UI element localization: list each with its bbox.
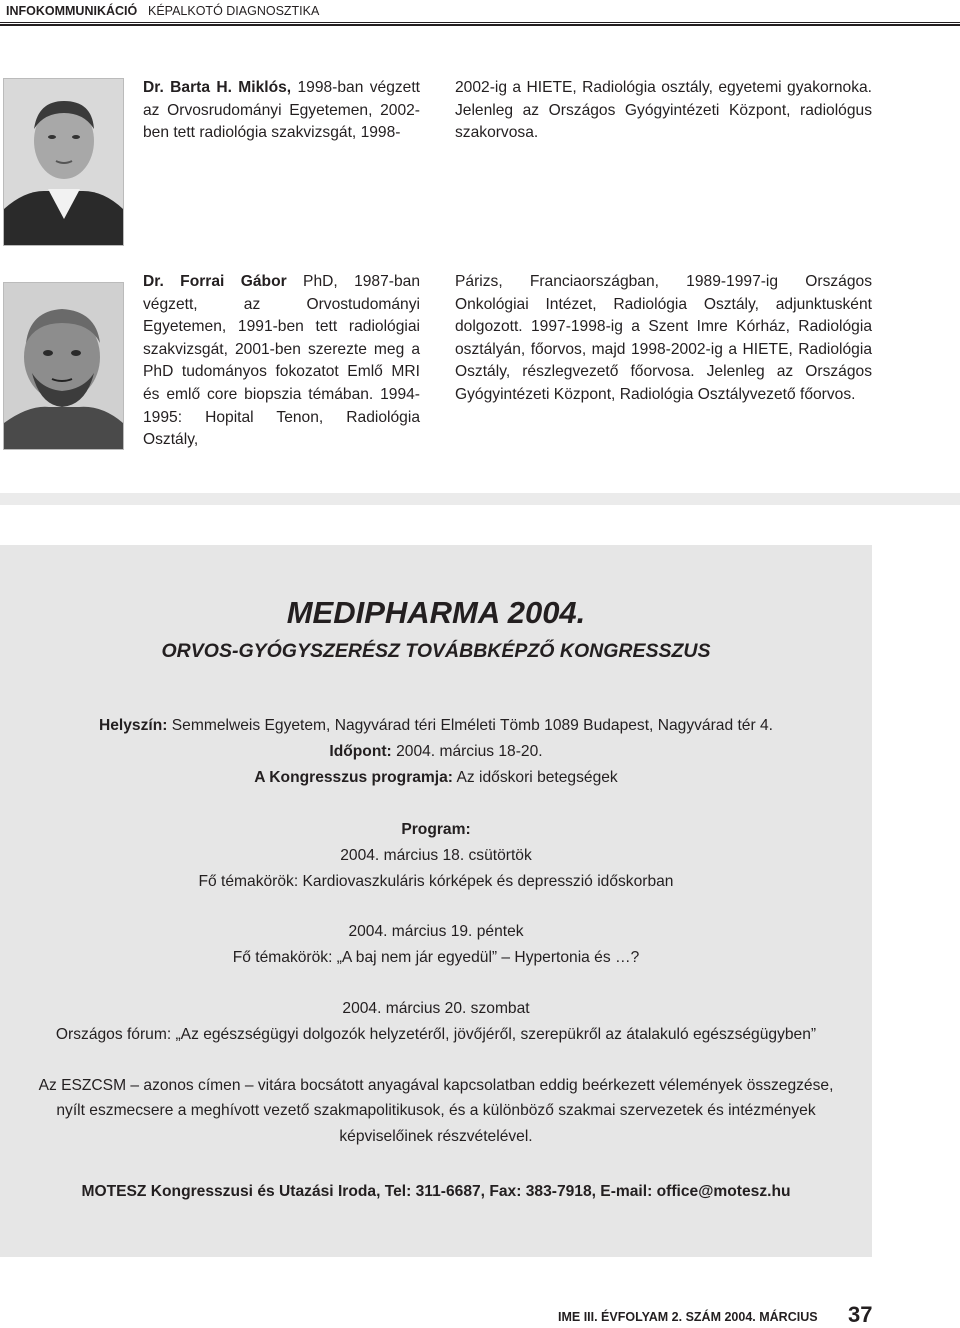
bio-barta-left — [143, 77, 420, 145]
event-date — [0, 743, 872, 761]
bio-barta-name: Dr. Barta H. Miklós, — [143, 79, 292, 96]
date-value: 2004. március 18-20. — [396, 743, 543, 760]
program-day-2-topic: Fő témakörök: „A baj nem jár egyedül” – Hypertonia és …? — [232, 949, 640, 966]
bio-forrai-left-text: PhD, 1987-ban végzett, az Orvostudományi Egyetemen, 1991-ben tett radiológiai szakvizsgát, 2001-ben szerezte meg a PhD tudományos fokozatot Emlő MRI és emlő core biopszia témában. 1994-1995: Hopital Tenon, Radiológia Osztály, — [143, 273, 420, 449]
subsection-label: KÉPALKOTÓ DIAGNOSZTIKA — [148, 4, 320, 18]
page-number: 37 — [848, 1302, 873, 1327]
program-day-1-date: 2004. március 18. csütörtök — [340, 847, 532, 864]
section-label: INFOKOMMUNIKÁCIÓ — [0, 0, 143, 22]
portrait-barta-image — [4, 79, 123, 245]
header-rule-thin — [0, 22, 960, 23]
portrait-photo-forrai — [3, 282, 124, 450]
program-day-1-topic: Fő témakörök: Kardiovaszkuláris kórképek és depresszió időskorban — [198, 873, 674, 890]
event-program-topic — [0, 769, 872, 787]
section-divider — [0, 493, 960, 505]
program-day-3-date: 2004. március 20. szombat — [342, 1000, 530, 1017]
note-line-2: nyílt eszmecsere a meghívott vezető szakmapolitikusok, és a különböző szakmai szervezetek és intézmények — [56, 1102, 816, 1119]
portrait-photo-barta — [3, 78, 124, 246]
bio-forrai-name: Dr. Forrai Gábor — [143, 273, 287, 290]
bio-forrai-right-text: Párizs, Franciaországban, 1989-1997-ig Országos Onkológiai Intézet, Radiológia Osztály, adjunktusként dolgozott. 1997-1998-ig a Szent Imre Kórház, Radiológia osztályán, főorvos, majd 1998-2002-ig a HIETE, Radiológia Osztály, részlegvezető főorvosa. Jelenleg az Országos Gyógyintézeti Központ, Radiológia Osztályvezető főorvos. — [455, 273, 872, 403]
header-rule — [0, 24, 960, 26]
portrait-forrai-image — [4, 283, 123, 449]
note-line-3: képviselőinek részvételével. — [339, 1128, 533, 1145]
note-line-1: Az ESZCSM – azonos címen – vitára bocsátott anyagával kapcsolatban eddig beérkezett vélemények összegzése, — [38, 1077, 834, 1094]
event-title: MEDIPHARMA 2004. — [286, 595, 586, 630]
bio-barta-left-text: 1998-ban végzett az Orvosrudományi Egyetemen, 2002-ben tett radiológia szakvizsgát, 1998- — [143, 79, 420, 142]
program-day-3-topic: Országos fórum: „Az egészségügyi dolgozók helyzetéről, jövőjéről, szerepükről az átalakuló egészségügyben” — [55, 1026, 817, 1043]
program-day-2-date: 2004. március 19. péntek — [348, 923, 524, 940]
issue-info: IME III. ÉVFOLYAM 2. SZÁM 2004. MÁRCIUS — [558, 1310, 818, 1324]
date-label: Időpont: — [329, 743, 392, 760]
bio-forrai-left — [143, 271, 420, 452]
bio-forrai-right — [455, 271, 872, 407]
bio-barta-right-text: 2002-ig a HIETE, Radiológia osztály, egyetemi gyakornoka. Jelenleg az Országos Gyógyintézeti Központ, radiológus szakorvosa. — [455, 79, 872, 142]
contact-line: MOTESZ Kongresszusi és Utazási Iroda, Tel: 311-6687, Fax: 383-7918, E-mail: office@motesz.hu — [81, 1183, 791, 1200]
venue-label: Helyszín: — [98, 717, 168, 734]
bio-barta-right — [455, 77, 872, 145]
venue-value: Semmelweis Egyetem, Nagyvárad téri Elméleti Tömb 1089 Budapest, Nagyvárad tér 4. — [171, 717, 774, 734]
event-subtitle: ORVOS-GYÓGYSZERÉSZ TOVÁBBKÉPZŐ KONGRESSZUS — [161, 640, 711, 662]
program-topic-value: Az időskori betegségek — [456, 769, 618, 786]
event-venue — [0, 717, 872, 735]
program-topic-label: A Kongresszus programja: — [254, 769, 453, 786]
program-heading: Program: — [401, 821, 471, 838]
event-announcement-box — [0, 545, 872, 1257]
